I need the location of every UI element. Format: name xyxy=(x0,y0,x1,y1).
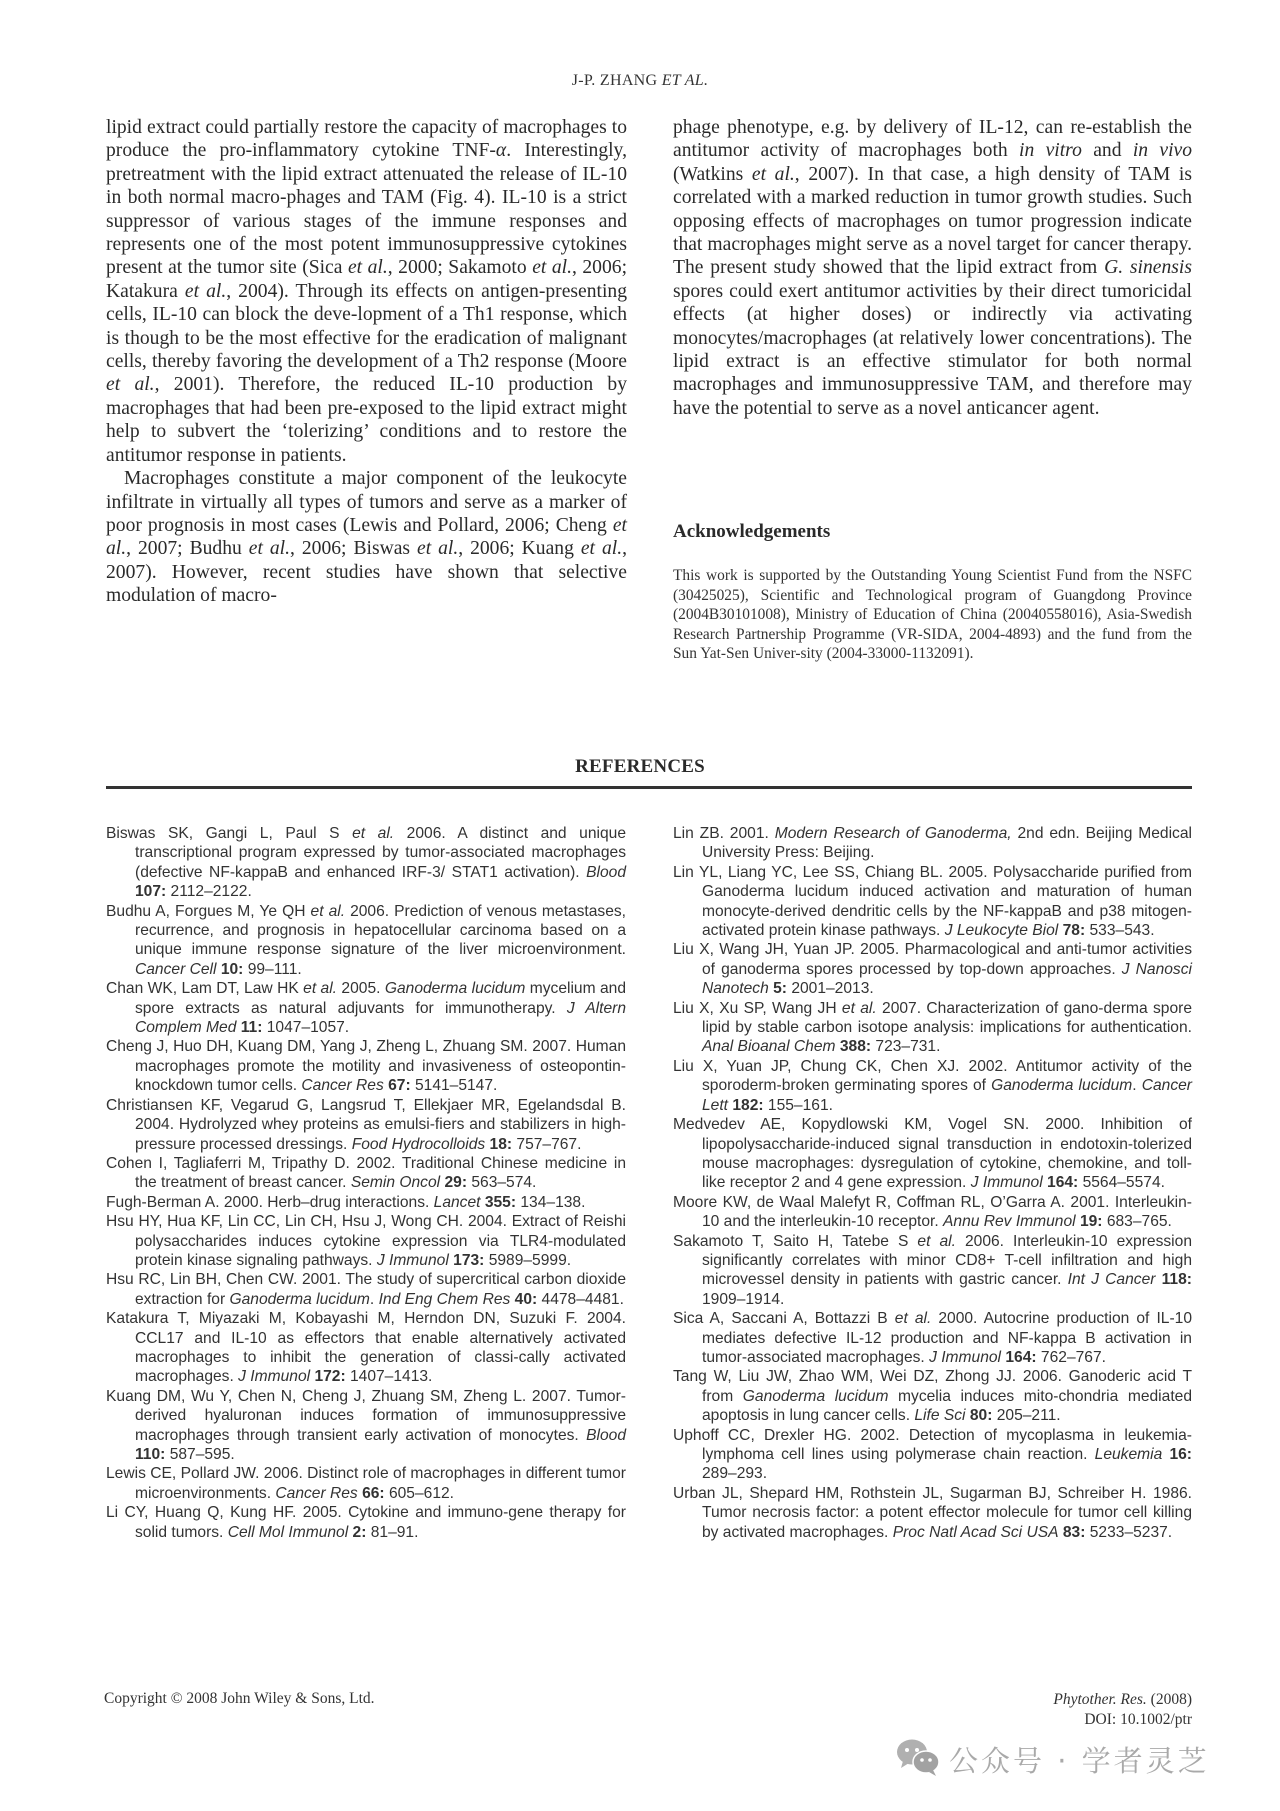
copyright-notice: Copyright © 2008 John Wiley & Sons, Ltd. xyxy=(104,1690,375,1707)
journal-year: (2008) xyxy=(1150,1691,1192,1708)
reference-entry: Sica A, Saccani A, Bottazzi B et al. 2000. Autocrine production of IL-10 mediates defective IL-12 production and NF-kappa B activation in tumor-associated macrophages. J Immunol 164: 762–767. xyxy=(673,1310,1192,1366)
reference-entry: Li CY, Huang Q, Kung HF. 2005. Cytokine and immuno-gene therapy for solid tumors. Cell Mol Immunol 2: 81–91. xyxy=(106,1504,626,1541)
body-paragraph: phage phenotype, e.g. by delivery of IL-12, can re-establish the antitumor activity of macrophages both in vitro and in vivo (Watkins et al., 2007). In that case, a high density of TAM is correlated with a marked reduction in tumor growth studies. Such opposing effects of macrophages on tumor progression indicate that macrophages might serve as a novel target for cancer therapy. The present study showed that the lipid extract from G. sinensis spores could exert antitumor activities by their direct tumoricidal effects (at higher doses) or indirectly via activating monocytes/macrophages (at relatively lower concentrations). The lipid extract is an effective stimulator for both normal macrophages and immunosuppressive TAM, and therefore may have the potential to serve as a novel anticancer agent. xyxy=(673,117,1193,419)
body-column-right xyxy=(673,116,1192,420)
reference-entry: Liu X, Yuan JP, Chung CK, Chen XJ. 2002. Antitumor activity of the sporoderm-broken germinating spores of Ganoderma lucidum. Cancer Lett 182: 155–161. xyxy=(673,1057,1192,1114)
body-paragraph: Macrophages constitute a major component of the leukocyte infiltrate in virtually all types of tumors and serve as a marker of poor prognosis in most cases (Lewis and Pollard, 2006; Cheng et al., 2007; Budhu et al., 2006; Biswas et al., 2006; Kuang et al., 2007). However, recent studies have shown that selective modulation of macro- xyxy=(106,468,627,607)
wechat-icon xyxy=(895,1737,941,1782)
running-head-author: J-P. ZHANG xyxy=(571,72,658,89)
reference-entry: Hsu RC, Lin BH, Chen CW. 2001. The study of supercritical carbon dioxide extraction for Ganoderma lucidum. Ind Eng Chem Res 40: 4478–4481. xyxy=(106,1271,626,1308)
reference-entry: Fugh-Berman A. 2000. Herb–drug interactions. Lancet 355: 134–138. xyxy=(106,1193,586,1211)
reference-entry: Lin ZB. 2001. Modern Research of Ganoderma, 2nd edn. Beijing Medical University Press: Beijing. xyxy=(673,825,1192,862)
reference-entry: Biswas SK, Gangi L, Paul S et al. 2006. A distinct and unique transcriptional program expressed by tumor-associated macrophages (defective NF-kappaB and enhanced IRF-3/ STAT1 activation). Blood 107: 2112–2122. xyxy=(106,825,626,901)
reference-entry: Sakamoto T, Saito H, Tatebe S et al. 2006. Interleukin-10 expression significantly correlates with minor CD8+ T-cell infiltration and high microvessel density in patients with gastric cancer. Int J Cancer 118: 1909–1914. xyxy=(673,1232,1192,1308)
reference-entry: Moore KW, de Waal Malefyt R, Coffman RL, O’Garra A. 2001. Interleukin-10 and the interleukin-10 receptor. Annu Rev Immunol 19: 683–765. xyxy=(673,1193,1192,1231)
references-column-right xyxy=(673,824,1192,1542)
watermark xyxy=(895,1738,1210,1780)
reference-entry: Medvedev AE, Kopydlowski KM, Vogel SN. 2000. Inhibition of lipopolysaccharide-induced signal transduction in endotoxin-tolerized mouse macrophages: dysregulation of cytokine, chemokine, and toll-like receptor 2 and 4 gene expression. J Immunol 164: 5564–5574. xyxy=(673,1116,1192,1192)
reference-entry: Katakura T, Miyazaki M, Kobayashi M, Herndon DN, Suzuki F. 2004. CCL17 and IL-10 as effectors that enable alternatively activated macrophages to inhibit the generation of classi-cally activated macrophages. J Immunol 172: 1407–1413. xyxy=(106,1310,626,1386)
reference-entry: Tang W, Liu JW, Zhao WM, Wei DZ, Zhong JJ. 2006. Ganoderic acid T from Ganoderma lucidum mycelia induces mito-chondria mediated apoptosis in lung cancer cells. Life Sci 80: 205–211. xyxy=(673,1368,1192,1425)
reference-entry: Liu X, Wang JH, Yuan JP. 2005. Pharmacological and anti-tumor activities of ganoderma spores processed by top-down approaches. J Nanosci Nanotech 5: 2001–2013. xyxy=(673,941,1192,998)
references-heading: REFERENCES xyxy=(575,756,705,777)
journal-name: Phytother. Res. xyxy=(1053,1691,1147,1708)
reference-entry: Hsu HY, Hua KF, Lin CC, Lin CH, Hsu J, Wong CH. 2004. Extract of Reishi polysaccharides induces cytokine expression via TLR4-modulated protein kinase signaling pathways. J Immunol 173: 5989–5999. xyxy=(106,1213,626,1269)
reference-entry: Cheng J, Huo DH, Kuang DM, Yang J, Zheng L, Zhuang SM. 2007. Human macrophages promote the motility and invasiveness of osteopontin-knockdown tumor cells. Cancer Res 67: 5141–5147. xyxy=(106,1038,626,1095)
acknowledgements-heading: Acknowledgements xyxy=(673,521,831,542)
doi: DOI: 10.1002/ptr xyxy=(1084,1711,1192,1728)
running-head-etal: ET AL. xyxy=(661,72,709,89)
reference-entry: Budhu A, Forgues M, Ye QH et al. 2006. Prediction of venous metastases, recurrence, and prognosis in hepatocellular carcinoma based on a unique immune response signature of the liver microenvironment. Cancer Cell 10: 99–111. xyxy=(106,902,626,978)
body-column-left xyxy=(106,116,627,608)
watermark-text: 公众号 · 学者灵芝 xyxy=(949,1743,1210,1778)
reference-entry: Chan WK, Lam DT, Law HK et al. 2005. Ganoderma lucidum mycelium and spore extracts as natural adjuvants for immunotherapy. J Altern Complem Med 11: 1047–1057. xyxy=(106,980,627,1037)
reference-entry: Lin YL, Liang YC, Lee SS, Chiang BL. 2005. Polysaccharide purified from Ganoderma lucidum induced activation and maturation of human monocyte-derived dendritic cells by the NF-kappaB and p38 mitogen-activated protein kinase pathways. J Leukocyte Biol 78: 533–543. xyxy=(673,863,1192,940)
reference-entry: Kuang DM, Wu Y, Chen N, Cheng J, Zhuang SM, Zheng L. 2007. Tumor-derived hyaluronan induces formation of immunosuppressive macrophages through transient early activation of monocytes. Blood 110: 587–595. xyxy=(106,1387,626,1463)
acknowledgements-text: This work is supported by the Outstanding Young Scientist Fund from the NSFC (30425025), Scientific and Technological program of Guangdong Province (2004B30101008), Ministry of Education of China (20040558016), Asia-Swedish Research Partnership Programme (VR-SIDA, 2004-4893) and the fund from the Sun Yat-Sen Univer-sity (2004-33000-1132091). xyxy=(673,567,1192,663)
body-paragraph: lipid extract could partially restore the capacity of macrophages to produce the pro-inflammatory cytokine TNF-α. Interestingly, pretreatment with the lipid extract attenuated the release of IL-10 in both normal macro-phages and TAM (Fig. 4). IL-10 is a strict suppressor of various stages of the immune responses and represents one of the most potent immunosuppressive cytokines present at the tumor site (Sica et al., 2000; Sakamoto et al., 2006; Katakura et al., 2004). Through its effects on antigen-presenting cells, IL-10 can block the deve-lopment of a Th1 response, which is though to be the most effective for the eradication of malignant cells, thereby favoring the development of a Th2 response (Moore et al., 2001). Therefore, the reduced IL-10 production by macrophages that had been pre-exposed to the lipid extract might help to subvert the ‘tolerizing’ conditions and to restore the antitumor response in patients. xyxy=(106,117,628,466)
references-column-left xyxy=(106,824,626,1542)
reference-entry: Lewis CE, Pollard JW. 2006. Distinct role of macrophages in different tumor microenvironments. Cancer Res 66: 605–612. xyxy=(106,1465,626,1502)
running-head xyxy=(0,72,1280,90)
reference-entry: Uphoff CC, Drexler HG. 2002. Detection of mycoplasma in leukemia-lymphoma cell lines using polymerase chain reaction. Leukemia 16: 289–293. xyxy=(673,1426,1192,1483)
reference-entry: Christiansen KF, Vegarud G, Langsrud T, Ellekjaer MR, Egelandsdal B. 2004. Hydrolyzed whey proteins as emulsi-fiers and stabilizers in high-pressure processed dressings. Food Hydrocolloids 18: 757–767. xyxy=(106,1096,626,1153)
reference-entry: Urban JL, Shepard HM, Rothstein JL, Sugarman BJ, Schreiber H. 1986. Tumor necrosis factor: a potent effector molecule for tumor cell killing by activated macrophages. Proc Natl Acad Sci USA 83: 5233–5237. xyxy=(673,1484,1192,1541)
references-divider xyxy=(106,786,1192,789)
reference-entry: Cohen I, Tagliaferri M, Tripathy D. 2002. Traditional Chinese medicine in the treatment of breast cancer. Semin Oncol 29: 563–574. xyxy=(106,1154,626,1192)
journal-citation xyxy=(1053,1690,1192,1730)
reference-entry: Liu X, Xu SP, Wang JH et al. 2007. Characterization of gano-derma spore lipid by stable carbon isotope analysis: implications for authentication. Anal Bioanal Chem 388: 723–731. xyxy=(673,999,1193,1056)
